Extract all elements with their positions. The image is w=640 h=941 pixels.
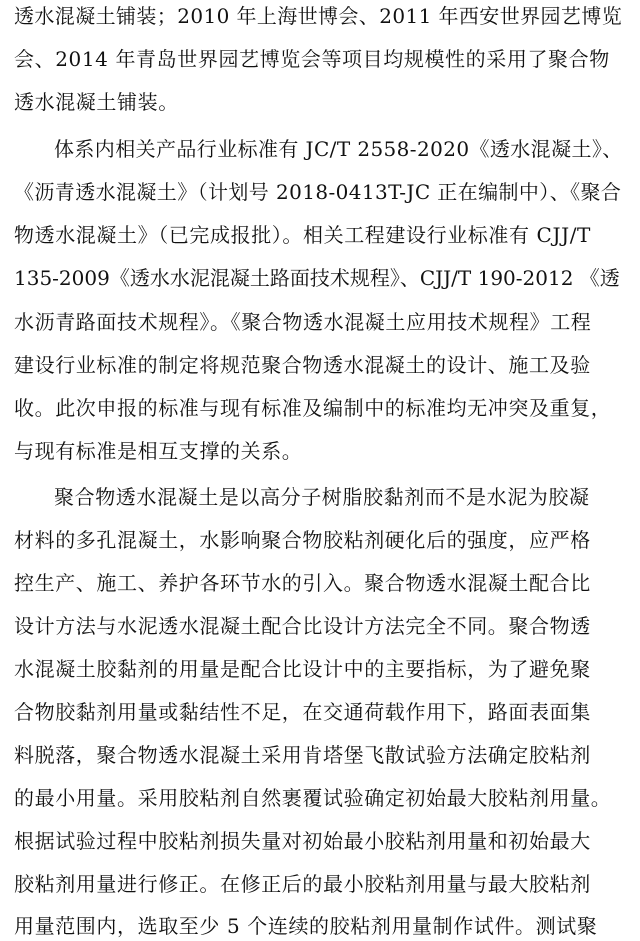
text-line: 物透水混凝土》（已完成报批）。相关工程建设行业标准有 CJJ/T: [14, 223, 591, 247]
text-line: 收。此次申报的标准与现有标准及编制中的标准均无冲突及重复，: [14, 396, 612, 420]
text-line: 控生产、施工、养护各环节水的引入。聚合物透水混凝土配合比: [14, 571, 591, 595]
text-line: 透水混凝土铺装；2010 年上海世博会、2011 年西安世界园艺博览: [14, 4, 623, 28]
text-line: 用量范围内，选取至少 5 个连续的胶粘剂用量制作试件。测试聚: [14, 914, 598, 938]
text-line: 透水混凝土铺装。: [14, 90, 179, 114]
text-line: 《沥青透水混凝土》（计划号 2018-0413T-JC 正在编制中）、《聚合: [14, 180, 622, 204]
text-line: 水混凝土胶黏剂的用量是配合比设计中的主要指标，为了避免聚: [14, 657, 591, 681]
text-line: 的最小用量。采用胶粘剂自然裹覆试验确定初始最大胶粘剂用量。: [14, 786, 612, 810]
text-line: 根据试验过程中胶粘剂损失量对初始最小胶粘剂用量和初始最大: [14, 829, 591, 853]
paragraph-first-line: 聚合物透水混凝土是以高分子树脂胶黏剂而不是水泥为胶凝: [54, 485, 590, 509]
text-line: 会、2014 年青岛世界园艺博览会等项目均规模性的采用了聚合物: [14, 47, 610, 71]
text-line: 建设行业标准的制定将规范聚合物透水混凝土的设计、施工及验: [14, 353, 591, 377]
text-line: 135-2009《透水水泥混凝土路面技术规程》、CJJ/T 190-2012 《透: [14, 266, 620, 290]
text-line: 水沥青路面技术规程》。《聚合物透水混凝土应用技术规程》工程: [14, 310, 592, 334]
text-line: 与现有标准是相互支撑的关系。: [14, 439, 303, 463]
text-line: 料脱落，聚合物透水混凝土采用肯塔堡飞散试验方法确定胶粘剂: [14, 743, 591, 767]
text-line: 胶粘剂用量进行修正。在修正后的最小胶粘剂用量与最大胶粘剂: [14, 872, 591, 896]
text-line: 材料的多孔混凝土，水影响聚合物胶粘剂硬化后的强度，应严格: [14, 528, 591, 552]
text-line: 设计方法与水泥透水混凝土配合比设计方法完全不同。聚合物透: [14, 614, 591, 638]
text-line: 合物胶黏剂用量或黏结性不足，在交通荷载作用下，路面表面集: [14, 700, 591, 724]
paragraph-first-line: 体系内相关产品行业标准有 JC/T 2558-2020《透水混凝土》、: [54, 137, 623, 161]
